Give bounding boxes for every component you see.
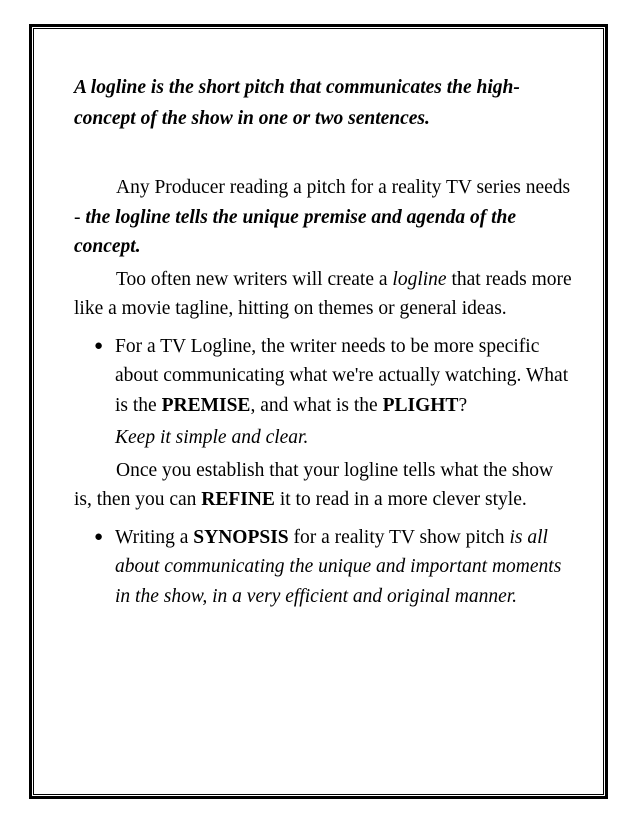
paragraph-producer (74, 173, 574, 262)
paragraph-text: that reads more like a movie tagline, hitting on themes or general ideas. (74, 268, 572, 319)
bullet-text: , and what is the (250, 394, 383, 416)
paragraph-text: Once you establish that your logline tells what the show is, then you can (74, 459, 554, 510)
paragraph-text: it to read in a more clever style. (274, 489, 527, 510)
bold-text: PREMISE (161, 394, 251, 416)
bold-text: PLIGHT (382, 394, 459, 416)
bullet-text: For a TV Logline, the writer needs to be more specific about communicating what we're actually watching. What is the (115, 335, 569, 416)
paragraph-text: Too often new writers will create a (116, 268, 393, 290)
document-body (74, 72, 574, 611)
bullet-text: Writing a (115, 526, 194, 548)
italic-text: is all about communicating the unique and important moments in the show, in a very efficient and original manner. (115, 526, 562, 607)
paragraph-new-writers (74, 265, 574, 324)
bullet-tv-logline (74, 332, 574, 421)
bold-text: SYNOPSIS (193, 526, 289, 548)
bullet-synopsis (74, 523, 574, 612)
bullet-text: for a reality TV show pitch (288, 526, 510, 548)
bold-text: REFINE (201, 489, 275, 510)
emphasis-text: logline (392, 268, 447, 290)
bullet-dot-icon: ● (94, 337, 104, 354)
paragraph-text: Any Producer reading a pitch for a reality TV series needs - (74, 177, 571, 228)
intro-paragraph: A logline is the short pitch that communicates the high-concept of the show in one or two sentences. (74, 77, 520, 129)
bullet-dot-icon: ● (94, 528, 104, 545)
bullet-text: ? (458, 394, 468, 416)
italic-text: Keep it simple and clear. (115, 427, 309, 448)
bullet-italic-line (74, 423, 574, 453)
emphasis-text: the logline tells the unique premise and agenda of the concept. (74, 206, 517, 257)
paragraph-refine (74, 456, 574, 515)
